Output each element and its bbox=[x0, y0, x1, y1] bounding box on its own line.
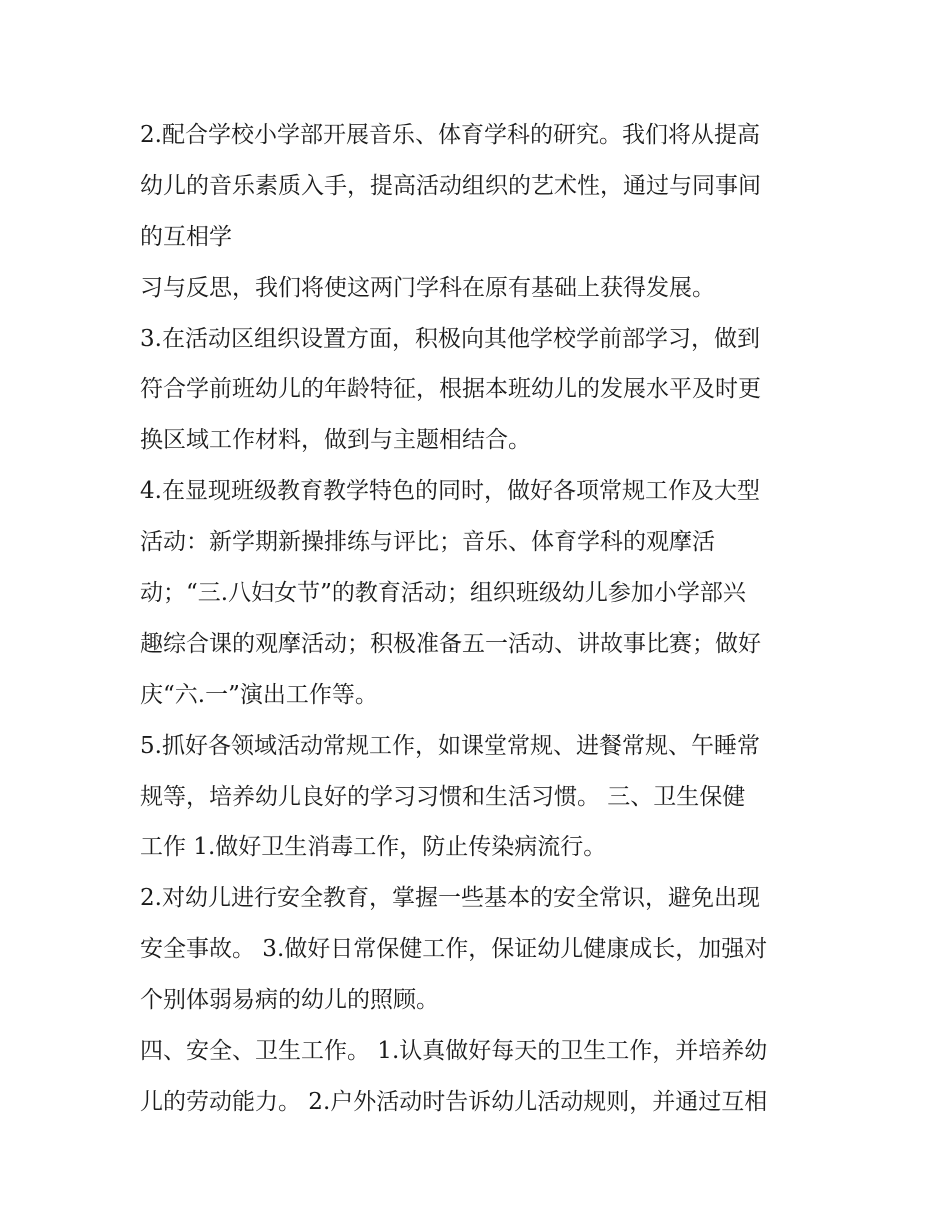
text-line: 规等，培养幼儿良好的学习习惯和生活习惯。 三、卫生保健 bbox=[140, 783, 746, 810]
text-line: 3.在活动区组织设置方面，积极向其他学校学前部学习，做到 bbox=[140, 325, 760, 352]
text-line: 动；“三.八妇女节”的教育活动；组织班级幼儿参加小学部兴 bbox=[140, 580, 746, 607]
body-text bbox=[140, 110, 820, 1128]
text-line: 的互相学 bbox=[140, 223, 232, 250]
text-line: 安全事故。 3.做好日常保健工作，保证幼儿健康成长，加强对 bbox=[140, 936, 768, 963]
text-line: 符合学前班幼儿的年龄特征，根据本班幼儿的发展水平及时更 bbox=[140, 376, 761, 403]
text-line: 四、安全、卫生工作。 1.认真做好每天的卫生工作，并培养幼 bbox=[140, 1038, 768, 1065]
text-line: 习与反思，我们将使这两门学科在原有基础上获得发展。 bbox=[140, 274, 715, 301]
text-line: 儿的劳动能力。 2.户外活动时告诉幼儿活动规则，并通过互相 bbox=[140, 1088, 768, 1115]
text-line: 工作 1.做好卫生消毒工作，防止传染病流行。 bbox=[140, 834, 607, 861]
text-line: 幼儿的音乐素质入手，提高活动组织的艺术性，通过与同事间 bbox=[140, 172, 761, 199]
text-line: 2.对幼儿进行安全教育，掌握一些基本的安全常识，避免出现 bbox=[140, 885, 760, 912]
text-line: 2.配合学校小学部开展音乐、体育学科的研究。我们将从提高 bbox=[140, 122, 760, 148]
text-line: 换区域工作材料，做到与主题相结合。 bbox=[140, 427, 531, 454]
text-line: 庆“六.一”演出工作等。 bbox=[140, 681, 378, 708]
text-line: 个别体弱易病的幼儿的照顾。 bbox=[140, 987, 439, 1014]
text-line: 5.抓好各领域活动常规工作，如课堂常规、进餐常规、午睡常 bbox=[140, 732, 760, 759]
text-line: 4.在显现班级教育教学特色的同时，做好各项常规工作及大型 bbox=[140, 478, 760, 505]
text-line: 趣综合课的观摩活动；积极准备五一活动、讲故事比赛；做好 bbox=[140, 630, 761, 657]
text-line: 活动：新学期新操排练与评比；音乐、体育学科的观摩活 bbox=[140, 529, 715, 556]
